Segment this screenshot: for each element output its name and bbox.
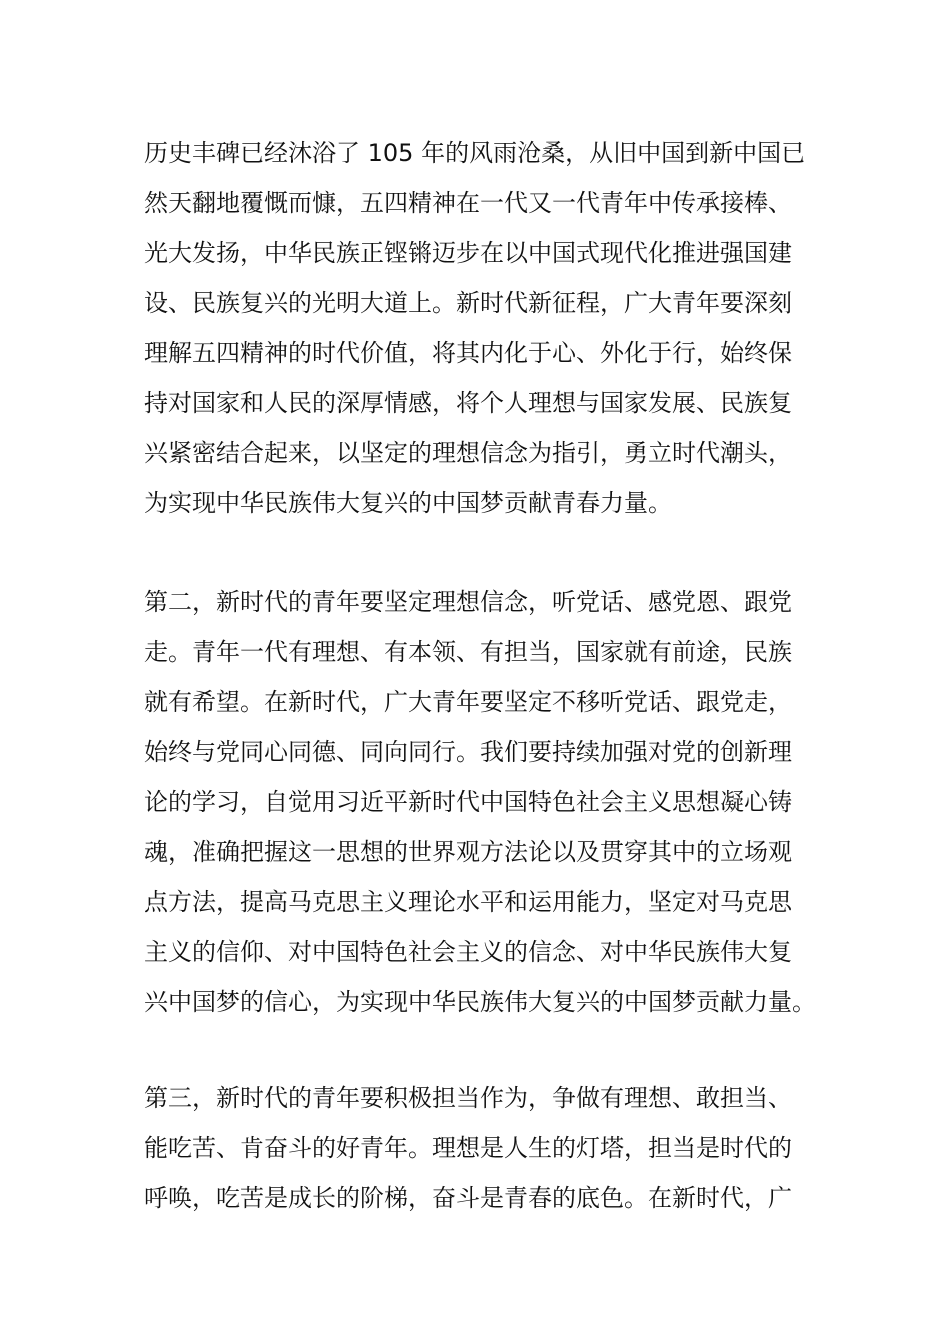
paragraph-1	[144, 128, 814, 528]
paragraph-line: 持对国家和人民的深厚情感，将个人理想与国家发展、民族复	[144, 389, 792, 417]
paragraph-line: 设、民族复兴的光明大道上。新时代新征程，广大青年要深刻	[144, 289, 792, 317]
paragraph-line: 主义的信仰、对中国特色社会主义的信念、对中华民族伟大复	[144, 938, 792, 966]
paragraph-2	[144, 577, 814, 1027]
paragraph-line: 第三，新时代的青年要积极担当作为，争做有理想、敢担当、	[144, 1084, 792, 1112]
paragraph-line: 第二，新时代的青年要坚定理想信念，听党话、感党恩、跟党	[144, 588, 792, 616]
paragraph-line: 理解五四精神的时代价值，将其内化于心、外化于行，始终保	[144, 339, 792, 367]
paragraph-line: 论的学习，自觉用习近平新时代中国特色社会主义思想凝心铸	[144, 788, 792, 816]
paragraph-line: 光大发扬，中华民族正铿锵迈步在以中国式现代化推进强国建	[144, 239, 792, 267]
paragraph-line: 为实现中华民族伟大复兴的中国梦贡献青春力量。	[144, 489, 672, 517]
paragraph-line: 走。青年一代有理想、有本领、有担当，国家就有前途，民族	[144, 638, 792, 666]
paragraph-line: 兴紧密结合起来，以坚定的理想信念为指引，勇立时代潮头，	[144, 439, 792, 467]
paragraph-line: 兴中国梦的信心，为实现中华民族伟大复兴的中国梦贡献力量。	[144, 988, 816, 1016]
paragraph-line: 点方法，提高马克思主义理论水平和运用能力，坚定对马克思	[144, 888, 792, 916]
paragraph-line: 然天翻地覆慨而慷，五四精神在一代又一代青年中传承接棒、	[144, 189, 792, 217]
paragraph-line: 魂，准确把握这一思想的世界观方法论以及贯穿其中的立场观	[144, 838, 792, 866]
paragraph-line: 历史丰碑已经沐浴了 105 年的风雨沧桑，从旧中国到新中国已	[144, 139, 806, 167]
paragraph-line: 始终与党同心同德、同向同行。我们要持续加强对党的创新理	[144, 738, 792, 766]
paragraph-line: 呼唤，吃苦是成长的阶梯，奋斗是青春的底色。在新时代，广	[144, 1184, 792, 1212]
paragraph-line: 能吃苦、肯奋斗的好青年。理想是人生的灯塔，担当是时代的	[144, 1134, 792, 1162]
paragraph-line: 就有希望。在新时代，广大青年要坚定不移听党话、跟党走，	[144, 688, 792, 716]
paragraph-3	[144, 1073, 814, 1223]
